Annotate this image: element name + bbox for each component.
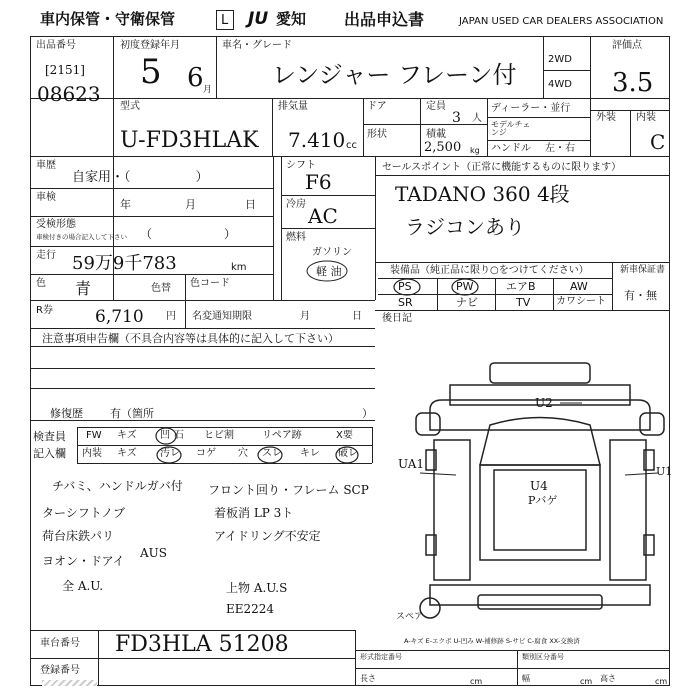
- rating-label: 評価点: [612, 40, 642, 51]
- repair-bracket-close: ）: [362, 407, 373, 420]
- width-unit: cm: [580, 677, 593, 686]
- equipment-label: 装備品（純正品に限り○をつけてください）: [390, 265, 589, 276]
- check-interior: 内装: [82, 448, 102, 459]
- page-title: 出品申込書: [344, 10, 425, 29]
- check-fw: FW: [86, 430, 102, 441]
- note-10: 上物 A.U.S: [226, 581, 288, 595]
- inspector-label: 検査員: [33, 430, 66, 443]
- sales-point-line1: TADANO 360 4段: [395, 182, 570, 206]
- association-name: JAPAN USED CAR DEALERS ASSOCIATION: [459, 16, 664, 27]
- equip-pw: PW: [456, 280, 474, 293]
- type-number-label: 類別区分番号: [522, 653, 564, 661]
- length-unit: cm: [470, 677, 483, 686]
- color-change-label: 色替: [151, 283, 171, 294]
- car-name-label: 車名・グレード: [222, 40, 292, 51]
- check-repair: リペア跡: [262, 430, 302, 441]
- acceptance-label: 受検形態: [36, 219, 76, 230]
- load-value: 2,500: [424, 140, 462, 155]
- equip-tv: TV: [516, 296, 531, 309]
- mark-u2: U2: [535, 396, 553, 410]
- fuel-diesel-circle: [305, 259, 349, 283]
- recycle-value: 6,710: [95, 307, 144, 327]
- mileage-unit: km: [231, 262, 247, 273]
- fuel-diesel: 軽 油: [316, 265, 342, 278]
- history-value: 自家用・（ ）: [72, 170, 209, 185]
- brand-name: 愛知: [276, 10, 307, 28]
- chassis-value: FD3HLA 51208: [115, 632, 289, 657]
- brand-logo: JU: [248, 9, 269, 29]
- note-7: AUS: [140, 546, 167, 560]
- steering-label: ハンドル: [491, 143, 531, 154]
- drive-4wd: 4WD: [548, 79, 572, 90]
- shape-label: 形状: [367, 129, 387, 140]
- shift-label: シフト: [286, 160, 316, 171]
- aircon-label: 冷房: [286, 199, 306, 210]
- registration-label: 初度登録年月: [120, 40, 180, 51]
- inspection-month: 月: [185, 198, 196, 211]
- model-value: U-FD3HLAK: [120, 128, 259, 153]
- registration-no-label: 登録番号: [40, 665, 80, 676]
- note-8: ヨオン・ドアイ: [42, 554, 125, 568]
- load-unit: kg: [470, 146, 480, 155]
- header-mark: L: [221, 13, 229, 28]
- model-label: 型式: [120, 101, 140, 112]
- registration-month: 6: [187, 63, 204, 93]
- note-2: フロント回り・フレーム SCP: [208, 483, 369, 497]
- mileage-label: 走行: [36, 250, 56, 261]
- name-change-day: 日: [352, 311, 362, 322]
- equip-ps: PS: [398, 280, 412, 293]
- repair-value: 有（箇所: [110, 407, 154, 420]
- registration-month-unit: 月: [203, 85, 213, 95]
- shift-value: F6: [305, 170, 332, 194]
- recycle-unit: 円: [166, 311, 176, 322]
- capacity-value: 3: [452, 110, 461, 126]
- history-label: 車歴: [36, 160, 56, 171]
- note-4: 着板消 LP 3ト: [214, 506, 294, 520]
- interior-value: C: [650, 130, 666, 154]
- capacity-label: 定員: [426, 101, 446, 112]
- check-cut: キレ: [300, 448, 320, 459]
- displacement-unit: cc: [346, 140, 357, 151]
- check-dent: 凹: [160, 430, 170, 441]
- displacement-value: 7.410: [288, 128, 346, 152]
- color-label: 色: [36, 278, 46, 289]
- warranty-value: 有・無: [624, 289, 657, 302]
- lot-label: 出品番号: [36, 40, 76, 51]
- recycle-label: R券: [36, 305, 53, 316]
- name-change-label: 名変通知期限: [192, 311, 252, 322]
- check-int-scratch: キズ: [117, 448, 137, 459]
- acceptance-value: （ ）: [140, 227, 237, 241]
- storage-title: 車内保管・守衛保管: [40, 10, 176, 28]
- sales-point-line2: ラジコンあり: [405, 215, 525, 239]
- check-stone: 石: [174, 430, 184, 441]
- check-dirt: 汚レ: [160, 448, 180, 459]
- equip-pw-circle: [450, 277, 480, 297]
- sales-point-label: セールスポイント（正常に機能するものに限ります）: [382, 162, 622, 173]
- check-scratch: キズ: [117, 430, 137, 441]
- note-3: ターシフトノブ: [42, 506, 126, 520]
- drive-2wd: 2WD: [548, 54, 572, 65]
- dealer-label: ディーラー・並行: [491, 103, 571, 114]
- check-crack: ヒビ割: [204, 430, 234, 441]
- mileage-value: 59万9千783: [72, 253, 177, 274]
- model-change-label: モデルチェンジ: [491, 120, 531, 138]
- check-replace: X要: [336, 430, 353, 441]
- shape-number-label: 形式指定番号: [360, 653, 402, 661]
- rear-view-label: 後日記: [382, 313, 412, 324]
- note-1: チバミ、ハンドルガバ付: [52, 479, 183, 493]
- warranty-label: 新車保証書: [620, 265, 666, 275]
- registration-no-grid: [42, 680, 97, 686]
- note-9: 全 A.U.: [62, 579, 104, 593]
- displacement-label: 排気量: [278, 101, 308, 112]
- fuel-gasoline: ガソリン: [312, 247, 352, 258]
- load-label: 積載: [426, 129, 446, 140]
- note-5: 荷台床鉄パリ: [42, 529, 115, 543]
- check-wear: スレ: [262, 448, 282, 459]
- rating-value: 3.5: [612, 68, 654, 98]
- check-tear: 破レ: [338, 448, 358, 459]
- check-burn: コゲ: [196, 448, 216, 459]
- exterior-label: 外装: [596, 112, 616, 123]
- equip-ps-circle: [392, 277, 422, 297]
- diagram-legend: A-キズ E-エクボ U-凹み W-補修跡 S-サビ C-腐食 XX-交換済: [404, 637, 580, 645]
- steering-options: 左・右: [545, 143, 575, 154]
- width-label: 幅: [522, 674, 530, 683]
- inspection-year: 年: [120, 198, 131, 211]
- inspection-day: 日: [245, 198, 256, 211]
- fuel-label: 燃料: [286, 232, 306, 243]
- equip-seat: カワシート: [556, 296, 606, 307]
- equip-navi: ナビ: [456, 296, 478, 309]
- registration-year: 5: [140, 52, 162, 92]
- car-name-value: レンジャー フレーン付: [272, 61, 517, 89]
- name-change-month: 月: [300, 311, 310, 322]
- repair-label: 修復歴: [50, 407, 83, 420]
- inspection-label: 車検: [36, 192, 56, 203]
- color-code-label: 色コード: [190, 278, 230, 289]
- doors-label: ドア: [367, 101, 387, 112]
- note-6: アイドリング不安定: [214, 529, 321, 543]
- equip-airbag: エアB: [506, 280, 536, 293]
- color-value: 青: [75, 279, 92, 298]
- mark-u4: U4: [530, 479, 548, 493]
- acceptance-note: 車検付きの場合記入して下さい: [36, 233, 127, 241]
- chassis-label: 車台番号: [40, 638, 80, 649]
- lot-number: 08623: [37, 82, 101, 106]
- mark-u1: U1: [656, 465, 673, 478]
- equip-sr: SR: [398, 296, 413, 309]
- spare-label: スペア: [396, 612, 424, 622]
- mark-ua1: UA1: [398, 457, 425, 471]
- equip-aw: AW: [570, 280, 588, 293]
- entry-label: 記入欄: [33, 447, 66, 460]
- height-unit: cm: [655, 677, 668, 686]
- notes-label: 注意事項申告欄（不具合内容等は具体的に記入して下さい）: [42, 332, 339, 345]
- interior-label: 内装: [636, 112, 656, 123]
- height-label: 高さ: [600, 674, 616, 683]
- lot-sub-number: [2151]: [45, 63, 85, 77]
- aircon-value: AC: [308, 204, 338, 228]
- length-label: 長さ: [360, 674, 376, 683]
- check-marks: [150, 425, 370, 467]
- capacity-unit: 人: [472, 113, 482, 124]
- check-hole: 穴: [238, 448, 248, 459]
- mark-pbage: Pバゲ: [528, 494, 558, 507]
- note-11: EE2224: [226, 602, 275, 616]
